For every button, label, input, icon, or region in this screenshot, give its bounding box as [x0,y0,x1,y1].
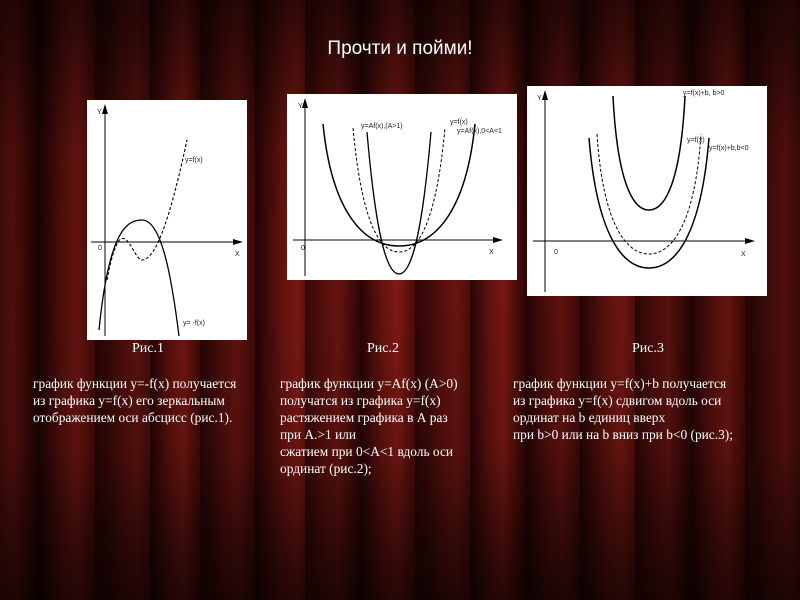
curve-f [353,128,445,252]
text-line: при А.>1 или [280,427,357,442]
text-line: ординат (рис.2); [280,461,372,476]
text-line: график функции y=Af(x) (A>0) [280,376,458,391]
text-line: сжатием при 0<A<1 вдоль оси [280,444,454,459]
description-1 [33,375,236,426]
description-3 [513,375,733,443]
x-axis-arrow-icon [493,237,503,243]
text-line: получатся из графика y=f(x) [280,393,441,408]
text-line: из графика y=f(x) его зеркальным [33,393,225,408]
x-axis-arrow-icon [745,238,755,244]
curve-f-label: y=f(x) [450,119,468,126]
y-axis-arrow-icon [542,90,548,100]
figure-caption-2: Рис.2 [367,341,399,356]
text-line: из графика y=f(x) сдвигом вдоль оси [513,393,722,408]
curve-a-lt1 [323,124,475,246]
text-line: при b>0 или на b вниз при b<0 (рис.3); [513,427,733,442]
graph-panel-3 [527,86,767,296]
x-axis-label: X [235,251,240,258]
text-line: ординат на b единиц вверх [513,410,666,425]
origin-label: 0 [554,249,558,256]
curve-f-label: y=f(x) [185,157,203,164]
text-line: график функции y=-f(x) получается [33,376,237,391]
y-axis-label: Y [537,95,542,102]
y-axis-arrow-icon [302,98,308,108]
curve-f-label: y=f(x) [687,137,705,144]
curve-f [107,140,187,280]
x-axis-arrow-icon [233,239,243,245]
description-2 [280,375,458,477]
graph-panel-1 [87,100,247,340]
curve-a-gt1 [367,132,431,274]
curve-f [597,134,701,254]
page-title: Прочти и пойми! [327,38,473,59]
x-axis-label: X [489,249,494,256]
curve-neg-label: y= -f(x) [183,320,205,327]
curve-a-gt1-label: y=Af(x),(A>1) [361,123,403,130]
origin-label: 0 [301,245,305,252]
y-axis-label: Y [298,103,303,110]
y-axis-arrow-icon [102,104,108,114]
origin-label: 0 [98,245,102,252]
curve-up-label: y=f(x)+b, b>0 [683,90,725,97]
text-line: растяжением графика в А раз [280,410,448,425]
figure-caption-1: Рис.1 [132,341,164,356]
curve-down-label: y=f(x)+b,b<0 [709,145,749,152]
text-line: отображением оси абсцисс (рис.1). [33,410,233,425]
graph-panel-2 [287,94,517,280]
y-axis-label: Y [97,109,102,116]
text-line: график функции y=f(x)+b получается [513,376,727,391]
curve-up [613,96,685,210]
figure-caption-3: Рис.3 [632,341,664,356]
curve-neg-f [99,220,179,336]
x-axis-label: X [741,251,746,258]
curve-a-lt1-label: y=Af(x),0<A<1 [457,128,502,135]
